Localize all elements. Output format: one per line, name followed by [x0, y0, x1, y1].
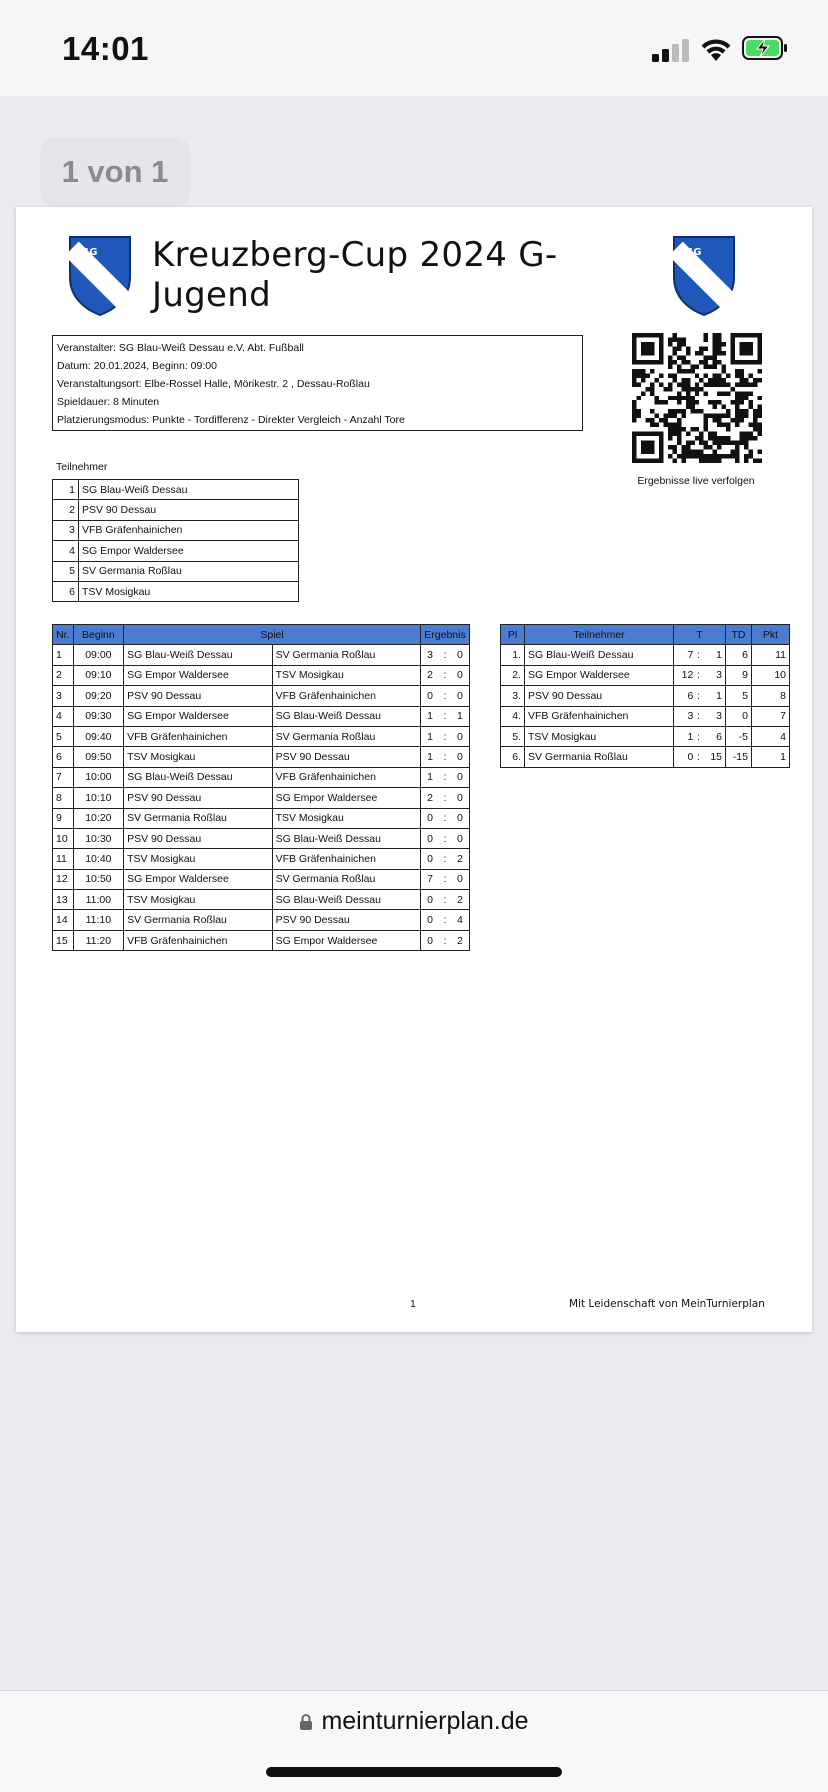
game-home-goals: 0 — [421, 890, 440, 910]
participant-name: SG Empor Waldersee — [79, 541, 299, 561]
game-number: 2 — [53, 665, 74, 685]
standings-place: 1. — [501, 645, 525, 665]
participant-name: TSV Mosigkau — [79, 581, 299, 601]
game-row — [53, 706, 470, 726]
wifi-icon — [698, 34, 734, 64]
game-home-team: SG Empor Waldersee — [124, 665, 272, 685]
standings-place: 4. — [501, 706, 525, 726]
info-date: Datum: 20.01.2024, Beginn: 09:00 — [57, 360, 217, 372]
standings-goal-diff: -5 — [726, 726, 752, 746]
club-logo-icon — [670, 233, 738, 317]
standings-team: SG Blau-Weiß Dessau — [525, 645, 674, 665]
document-title: Kreuzberg-Cup 2024 G-Jugend — [152, 235, 558, 315]
game-time: 10:10 — [73, 788, 123, 808]
game-away-goals: 1 — [451, 706, 470, 726]
score-separator: : — [439, 849, 451, 869]
game-away-goals: 0 — [451, 686, 470, 706]
goals-separator: : — [694, 665, 702, 685]
standings-row — [501, 726, 790, 746]
game-away-team: VFB Gräfenhainichen — [272, 686, 420, 706]
standings-header-pkt: Pkt — [752, 625, 790, 645]
game-away-goals: 0 — [451, 747, 470, 767]
svg-text:SG: SG — [82, 247, 98, 258]
standings-team: VFB Gräfenhainichen — [525, 706, 674, 726]
standings-goal-diff: 6 — [726, 645, 752, 665]
game-row — [53, 726, 470, 746]
status-time: 14:01 — [62, 30, 149, 67]
standings-row — [501, 645, 790, 665]
participant-name: SG Blau-Weiß Dessau — [79, 480, 299, 500]
game-row — [53, 747, 470, 767]
participant-number: 2 — [53, 500, 79, 520]
score-separator: : — [439, 665, 451, 685]
svg-text:SG: SG — [686, 247, 702, 258]
game-row — [53, 910, 470, 930]
games-header-game: Spiel — [124, 625, 421, 645]
game-away-team: TSV Mosigkau — [272, 665, 420, 685]
participant-number: 4 — [53, 541, 79, 561]
address-bar[interactable] — [0, 1707, 828, 1736]
game-away-goals: 2 — [451, 930, 470, 950]
standings-goal-diff: -15 — [726, 747, 752, 767]
game-row — [53, 828, 470, 848]
participant-row — [53, 520, 299, 540]
standings-goal-diff: 0 — [726, 706, 752, 726]
game-home-goals: 0 — [421, 686, 440, 706]
standings-team: PSV 90 Dessau — [525, 686, 674, 706]
game-number: 14 — [53, 910, 74, 930]
game-away-goals: 0 — [451, 665, 470, 685]
game-home-team: SV Germania Roßlau — [124, 910, 272, 930]
game-away-team: SG Blau-Weiß Dessau — [272, 706, 420, 726]
score-separator: : — [439, 828, 451, 848]
home-indicator[interactable] — [266, 1767, 562, 1777]
game-home-goals: 1 — [421, 747, 440, 767]
game-home-goals: 0 — [421, 930, 440, 950]
games-header-result: Ergebnis — [421, 625, 470, 645]
game-home-team: SG Blau-Weiß Dessau — [124, 645, 272, 665]
score-separator: : — [439, 747, 451, 767]
score-separator: : — [439, 726, 451, 746]
standings-goals-for: 1 — [674, 726, 695, 746]
standings-goals-for: 6 — [674, 686, 695, 706]
footer-credit: Mit Leidenschaft von MeinTurnierplan — [569, 1298, 765, 1310]
game-away-team: SV Germania Roßlau — [272, 726, 420, 746]
standings-goals-for: 3 — [674, 706, 695, 726]
game-time: 10:30 — [73, 828, 123, 848]
game-away-team: VFB Gräfenhainichen — [272, 849, 420, 869]
info-ranking-mode: Platzierungsmodus: Punkte - Tordifferenz - Direkter Vergleich - Anzahl Tore — [57, 414, 405, 426]
participant-number: 1 — [53, 480, 79, 500]
standings-goals-for: 12 — [674, 665, 695, 685]
goals-separator: : — [694, 686, 702, 706]
game-away-goals: 0 — [451, 869, 470, 889]
standings-goal-diff: 9 — [726, 665, 752, 685]
games-header-nr: Nr. — [53, 625, 74, 645]
info-venue: Veranstaltungsort: Elbe-Rossel Halle, Mörikestr. 2 , Dessau-Roßlau — [57, 378, 370, 390]
game-away-team: TSV Mosigkau — [272, 808, 420, 828]
browser-bottom-bar — [0, 1690, 828, 1792]
game-number: 4 — [53, 706, 74, 726]
game-home-goals: 3 — [421, 645, 440, 665]
info-organizer: Veranstalter: SG Blau-Weiß Dessau e.V. Abt. Fußball — [57, 342, 304, 354]
game-time: 09:20 — [73, 686, 123, 706]
game-number: 15 — [53, 930, 74, 950]
standings-goal-diff: 5 — [726, 686, 752, 706]
participant-row — [53, 541, 299, 561]
participant-number: 6 — [53, 581, 79, 601]
game-row — [53, 808, 470, 828]
qr-code-icon[interactable] — [632, 333, 762, 463]
game-away-team: VFB Gräfenhainichen — [272, 767, 420, 787]
game-home-goals: 0 — [421, 828, 440, 848]
standings-goals-against: 3 — [703, 706, 726, 726]
participant-row — [53, 581, 299, 601]
page-indicator: 1 von 1 — [40, 137, 190, 207]
lock-icon — [299, 1713, 313, 1731]
game-home-team: VFB Gräfenhainichen — [124, 930, 272, 950]
game-time: 09:10 — [73, 665, 123, 685]
standings-points: 11 — [752, 645, 790, 665]
participants-label: Teilnehmer — [56, 461, 108, 473]
page-number: 1 — [410, 1298, 416, 1310]
participant-number: 3 — [53, 520, 79, 540]
game-row — [53, 767, 470, 787]
cellular-signal-icon — [652, 38, 690, 62]
game-time: 10:50 — [73, 869, 123, 889]
standings-place: 6. — [501, 747, 525, 767]
game-away-team: PSV 90 Dessau — [272, 910, 420, 930]
game-number: 3 — [53, 686, 74, 706]
standings-goals-for: 7 — [674, 645, 695, 665]
game-time: 11:10 — [73, 910, 123, 930]
standings-row — [501, 706, 790, 726]
standings-points: 10 — [752, 665, 790, 685]
game-home-goals: 1 — [421, 767, 440, 787]
game-number: 13 — [53, 890, 74, 910]
game-home-team: SV Germania Roßlau — [124, 808, 272, 828]
game-time: 10:00 — [73, 767, 123, 787]
game-away-team: PSV 90 Dessau — [272, 747, 420, 767]
game-home-team: TSV Mosigkau — [124, 890, 272, 910]
standings-row — [501, 665, 790, 685]
goals-separator: : — [694, 726, 702, 746]
game-away-team: SG Blau-Weiß Dessau — [272, 890, 420, 910]
game-away-team: SG Blau-Weiß Dessau — [272, 828, 420, 848]
game-away-team: SG Empor Waldersee — [272, 930, 420, 950]
game-away-goals: 0 — [451, 828, 470, 848]
game-home-goals: 0 — [421, 910, 440, 930]
game-home-goals: 7 — [421, 869, 440, 889]
game-time: 09:30 — [73, 706, 123, 726]
game-home-team: PSV 90 Dessau — [124, 828, 272, 848]
game-time: 11:20 — [73, 930, 123, 950]
game-row — [53, 686, 470, 706]
participant-name: VFB Gräfenhainichen — [79, 520, 299, 540]
games-header-start: Beginn — [73, 625, 123, 645]
game-home-team: PSV 90 Dessau — [124, 788, 272, 808]
participant-row — [53, 561, 299, 581]
game-away-team: SV Germania Roßlau — [272, 869, 420, 889]
standings-goals-against: 1 — [703, 686, 726, 706]
game-time: 10:20 — [73, 808, 123, 828]
standings-row — [501, 686, 790, 706]
game-home-team: SG Blau-Weiß Dessau — [124, 767, 272, 787]
game-home-team: TSV Mosigkau — [124, 849, 272, 869]
score-separator: : — [439, 767, 451, 787]
standings-goals-against: 15 — [703, 747, 726, 767]
url-text: meinturnierplan.de — [321, 1707, 529, 1735]
game-number: 9 — [53, 808, 74, 828]
game-time: 09:40 — [73, 726, 123, 746]
score-separator: : — [439, 890, 451, 910]
standings-points: 4 — [752, 726, 790, 746]
standings-goals-for: 0 — [674, 747, 695, 767]
standings-team: SG Empor Waldersee — [525, 665, 674, 685]
goals-separator: : — [694, 747, 702, 767]
game-home-goals: 1 — [421, 706, 440, 726]
game-away-goals: 0 — [451, 767, 470, 787]
game-home-team: PSV 90 Dessau — [124, 686, 272, 706]
standings-header-pl: Pl — [501, 625, 525, 645]
qr-caption: Ergebnisse live verfolgen — [637, 475, 755, 487]
standings-header-team: Teilnehmer — [525, 625, 674, 645]
standings-team: TSV Mosigkau — [525, 726, 674, 746]
game-number: 8 — [53, 788, 74, 808]
standings-goals-against: 6 — [703, 726, 726, 746]
score-separator: : — [439, 910, 451, 930]
standings-team: SV Germania Roßlau — [525, 747, 674, 767]
game-away-goals: 4 — [451, 910, 470, 930]
game-home-team: VFB Gräfenhainichen — [124, 726, 272, 746]
game-time: 09:50 — [73, 747, 123, 767]
score-separator: : — [439, 686, 451, 706]
game-time: 11:00 — [73, 890, 123, 910]
game-row — [53, 869, 470, 889]
game-away-team: SG Empor Waldersee — [272, 788, 420, 808]
participant-row — [53, 500, 299, 520]
game-away-goals: 0 — [451, 808, 470, 828]
score-separator: : — [439, 706, 451, 726]
goals-separator: : — [694, 706, 702, 726]
game-number: 10 — [53, 828, 74, 848]
game-number: 5 — [53, 726, 74, 746]
goals-separator: : — [694, 645, 702, 665]
status-bar — [0, 0, 828, 96]
pdf-page — [16, 207, 812, 1332]
game-row — [53, 645, 470, 665]
game-time: 09:00 — [73, 645, 123, 665]
game-home-goals: 0 — [421, 808, 440, 828]
game-away-goals: 0 — [451, 645, 470, 665]
standings-table — [500, 624, 790, 768]
participant-name: PSV 90 Dessau — [79, 500, 299, 520]
game-away-goals: 2 — [451, 849, 470, 869]
game-row — [53, 930, 470, 950]
standings-place: 5. — [501, 726, 525, 746]
game-away-goals: 0 — [451, 788, 470, 808]
standings-header-td: TD — [726, 625, 752, 645]
standings-place: 2. — [501, 665, 525, 685]
game-away-goals: 0 — [451, 726, 470, 746]
standings-header-t: T — [674, 625, 726, 645]
participant-name: SV Germania Roßlau — [79, 561, 299, 581]
participant-number: 5 — [53, 561, 79, 581]
standings-place: 3. — [501, 686, 525, 706]
game-home-goals: 0 — [421, 849, 440, 869]
standings-row — [501, 747, 790, 767]
standings-points: 1 — [752, 747, 790, 767]
battery-charging-icon — [742, 36, 788, 60]
score-separator: : — [439, 869, 451, 889]
standings-goals-against: 1 — [703, 645, 726, 665]
game-number: 6 — [53, 747, 74, 767]
score-separator: : — [439, 645, 451, 665]
game-number: 12 — [53, 869, 74, 889]
game-number: 11 — [53, 849, 74, 869]
games-table — [52, 624, 470, 951]
game-number: 1 — [53, 645, 74, 665]
score-separator: : — [439, 788, 451, 808]
club-logo-icon — [66, 233, 134, 317]
game-home-team: SG Empor Waldersee — [124, 706, 272, 726]
standings-points: 7 — [752, 706, 790, 726]
event-info-box — [52, 335, 583, 431]
game-away-team: SV Germania Roßlau — [272, 645, 420, 665]
game-away-goals: 2 — [451, 890, 470, 910]
game-row — [53, 890, 470, 910]
game-row — [53, 788, 470, 808]
score-separator: : — [439, 808, 451, 828]
participant-row — [53, 480, 299, 500]
game-row — [53, 849, 470, 869]
score-separator: : — [439, 930, 451, 950]
standings-points: 8 — [752, 686, 790, 706]
participants-table — [52, 479, 299, 602]
game-home-goals: 2 — [421, 788, 440, 808]
info-duration: Spieldauer: 8 Minuten — [57, 396, 160, 408]
game-home-team: SG Empor Waldersee — [124, 869, 272, 889]
game-home-goals: 2 — [421, 665, 440, 685]
standings-goals-against: 3 — [703, 665, 726, 685]
game-row — [53, 665, 470, 685]
game-time: 10:40 — [73, 849, 123, 869]
game-home-team: TSV Mosigkau — [124, 747, 272, 767]
game-home-goals: 1 — [421, 726, 440, 746]
game-number: 7 — [53, 767, 74, 787]
